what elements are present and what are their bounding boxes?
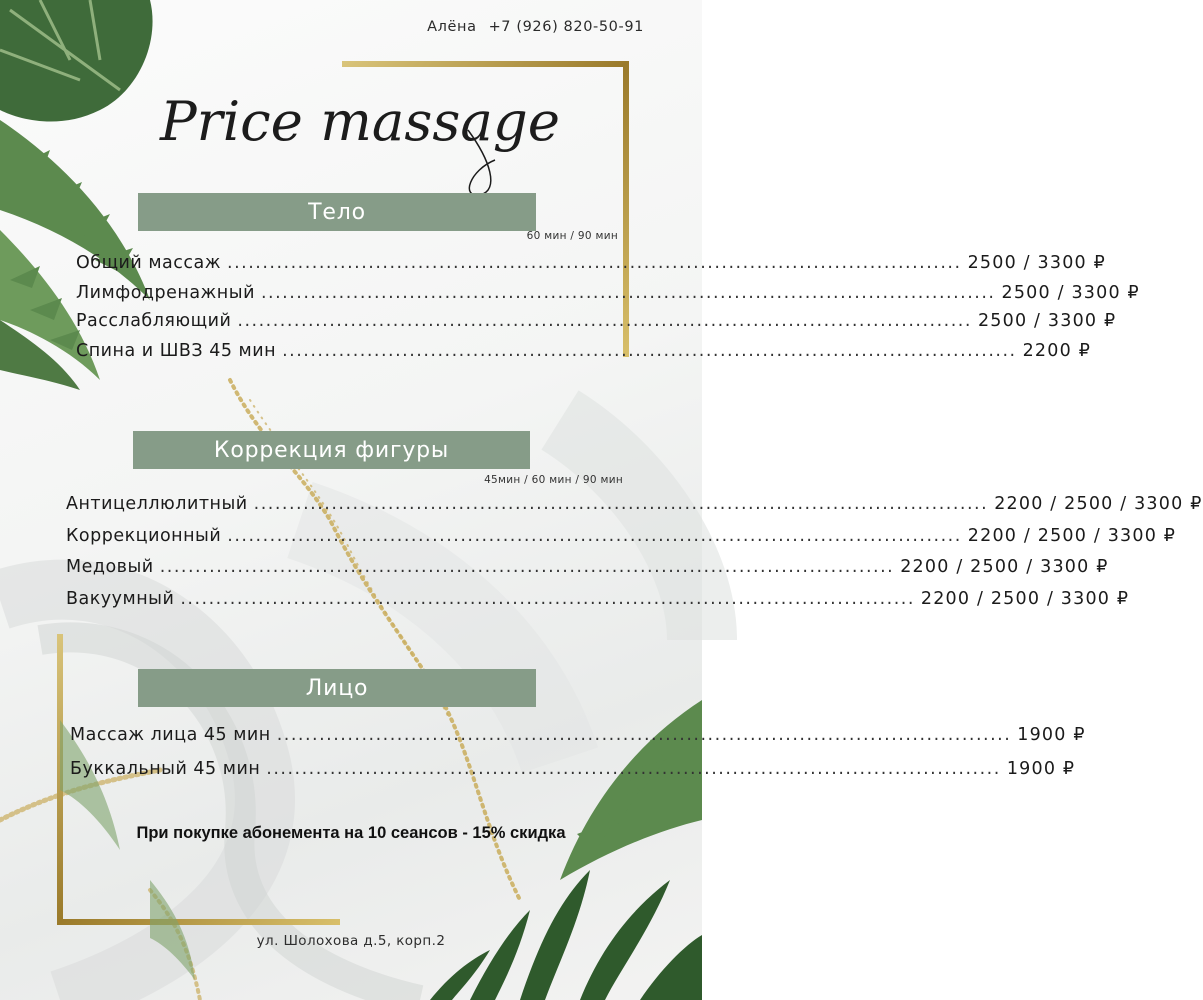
monstera-leaf-icon [0, 0, 153, 122]
service-price: 1900 ₽ [1017, 725, 1086, 745]
section-heading-face: Лицо [138, 669, 536, 707]
service-name: Коррекционный [66, 526, 222, 546]
contact-phone: +7 (926) 820-50-91 [488, 19, 644, 35]
leader-dots: ........................................................................................................ [276, 725, 1012, 745]
service-name: Расслабляющий [76, 311, 232, 331]
service-price: 2200 ₽ [1022, 341, 1092, 361]
section-heading-body-shaping: Коррекция фигуры [133, 431, 530, 469]
leader-dots: ........................................................................................................ [227, 526, 962, 546]
section-subheading-body: 60 мин / 90 мин [526, 230, 618, 242]
section-subheading-body-shaping: 45мин / 60 мин / 90 мин [484, 474, 623, 486]
leader-dots: ........................................................................................................ [260, 283, 996, 303]
section-heading-body: Тело [138, 193, 536, 231]
contact-line [415, 19, 644, 35]
service-price: 2500 / 3300 ₽ [967, 253, 1106, 273]
contact-name: Алёна [427, 19, 477, 35]
price-row [66, 557, 1109, 577]
service-name: Массаж лица 45 мин [70, 725, 271, 745]
price-row [66, 526, 1177, 546]
price-row [70, 759, 1076, 779]
service-price: 1900 ₽ [1006, 759, 1076, 779]
service-name: Антицеллюлитный [66, 494, 248, 514]
price-row [66, 589, 1130, 609]
service-name: Медовый [66, 557, 154, 577]
price-row [76, 283, 1140, 303]
price-row [66, 494, 1203, 514]
price-row [76, 341, 1092, 361]
service-name: Вакуумный [66, 589, 175, 609]
service-price: 2200 / 2500 / 3300 ₽ [994, 494, 1203, 514]
service-price: 2200 / 2500 / 3300 ₽ [920, 589, 1130, 609]
leader-dots: ........................................................................................................ [237, 311, 972, 331]
leader-dots: ........................................................................................................ [180, 589, 915, 609]
service-name: Спина и ШВЗ 45 мин [76, 341, 277, 361]
service-name: Общий массаж [76, 253, 222, 273]
leader-dots: ........................................................................................................ [266, 759, 1001, 779]
promo-text: При покупке абонемента на 10 сеансов - 15% скидка [136, 824, 566, 842]
service-price: 2500 / 3300 ₽ [977, 311, 1117, 331]
price-row [76, 311, 1117, 331]
address-text: ул. Шолохова д.5, корп.2 [256, 933, 446, 949]
leader-dots: ........................................................................................................ [253, 494, 989, 514]
leader-dots: ........................................................................................................ [282, 341, 1017, 361]
service-price: 2200 / 2500 / 3300 ₽ [967, 526, 1177, 546]
service-price: 2200 / 2500 / 3300 ₽ [900, 557, 1109, 577]
service-name: Буккальный 45 мин [70, 759, 261, 779]
service-price: 2500 / 3300 ₽ [1001, 283, 1140, 303]
page-title-text: Price massage [158, 90, 561, 153]
leader-dots: ........................................................................................................ [159, 557, 895, 577]
page-title [150, 70, 570, 200]
price-row [70, 725, 1086, 745]
service-name: Лимфодренажный [76, 283, 255, 303]
price-row [76, 253, 1106, 273]
leader-dots: ........................................................................................................ [227, 253, 962, 273]
